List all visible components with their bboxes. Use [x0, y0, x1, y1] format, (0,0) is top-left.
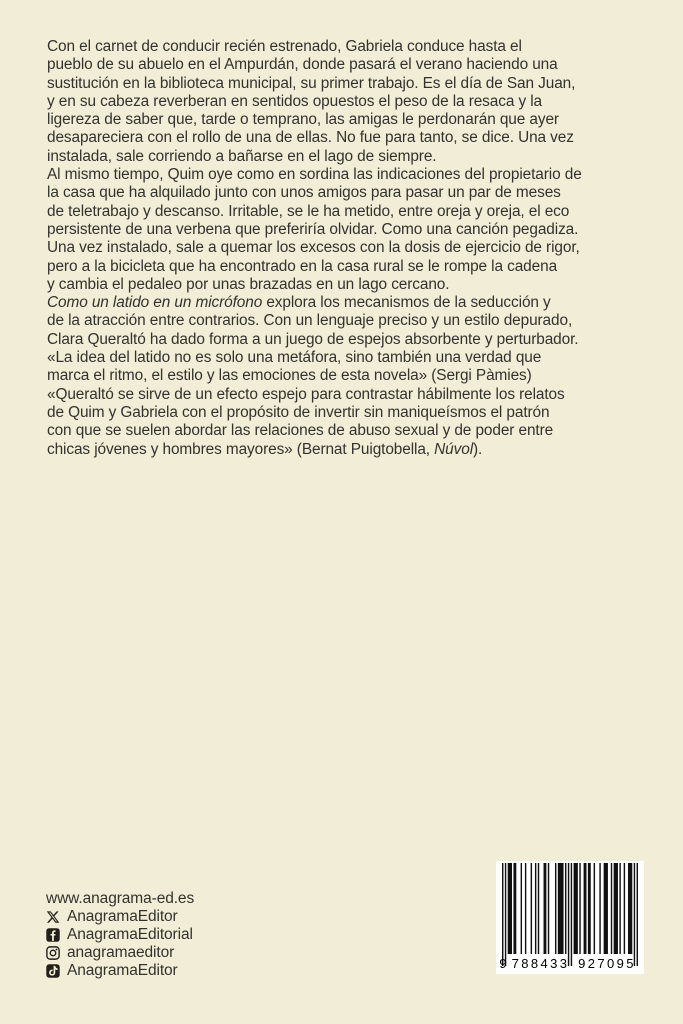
text-line: de Quim y Gabriela con el propósito de invertir sin maniqueísmos el patrón — [47, 403, 550, 421]
text-line: Clara Queraltó ha dado forma a un juego de espejos absorbente y perturbador. — [47, 330, 579, 348]
text-line: chicas jóvenes y hombres mayores» (Bernat Puigtobella, Núvol). — [47, 440, 483, 458]
social-handle: AnagramaEditor — [67, 962, 178, 979]
text-line: la casa que ha alquilado junto con unos amigos para pasar un par de meses — [47, 184, 561, 202]
text-line: persistente de una verbena que preferiría olvidar. Como una canción pegadiza. — [47, 220, 579, 238]
text-line: y en su cabeza reverberan en sentidos opuestos el peso de la resaca y la — [47, 92, 543, 110]
text-line: con que se suelen abordar las relaciones de abuso sexual y de poder entre — [47, 422, 554, 440]
instagram-icon — [46, 946, 60, 960]
text-line: «La idea del latido no es solo una metáfora, sino también una verdad que — [47, 349, 542, 367]
text-line: pueblo de su abuelo en el Ampurdán, donde pasará el verano haciendo una — [47, 56, 558, 74]
social-row-x — [46, 908, 194, 926]
text-line: de la atracción entre contrarios. Con un lenguaje preciso y un estilo depurado, — [47, 312, 573, 330]
text-line: de teletrabajo y descanso. Irritable, se le ha metido, entre oreja y oreja, el eco — [47, 202, 570, 220]
social-row-tiktok — [46, 962, 194, 980]
facebook-icon — [46, 928, 60, 942]
website-url: www.anagrama-ed.es — [46, 890, 195, 907]
publisher-links — [46, 890, 194, 980]
text-line: Con el carnet de conducir recién estrenado, Gabriela conduce hasta el — [47, 38, 522, 55]
isbn-barcode — [496, 861, 644, 974]
paragraph — [47, 386, 582, 459]
text-line: ligereza de saber que, tarde o temprano, las amigas le perdonarán que ayer — [47, 111, 559, 129]
text-line: pero a la bicicleta que ha encontrado en la casa rural se le rompe la cadena — [47, 257, 558, 275]
barcode-bars — [502, 863, 638, 966]
x-icon — [46, 910, 60, 924]
paragraph — [47, 294, 582, 349]
social-handle: AnagramaEditor — [67, 908, 178, 925]
text-line: marca el ritmo, el estilo y las emociones de esta novela» (Sergi Pàmies) — [47, 367, 532, 385]
text-line: Una vez instalado, sale a quemar los excesos con la dosis de ejercicio de rigor, — [47, 239, 580, 257]
barcode-digits-left: 788433 — [511, 956, 570, 971]
paragraph — [47, 349, 582, 386]
text-line: Como un latido en un micrófono explora los mecanismos de la seducción y — [47, 294, 551, 312]
paragraph — [47, 38, 582, 166]
barcode-digits-right: 927095 — [578, 956, 636, 971]
social-handle: AnagramaEditorial — [67, 926, 193, 943]
text-line: sustitución en la biblioteca municipal, su primer trabajo. Es el día de San Juan, — [47, 74, 576, 92]
back-cover-text — [47, 38, 582, 459]
text-line: y cambia el pedaleo por unas brazadas en un lago cercano. — [47, 275, 450, 293]
social-handle: anagramaeditor — [67, 944, 175, 961]
text-line: Al mismo tiempo, Quim oye como en sordina las indicaciones del propietario de — [47, 166, 582, 184]
barcode-digit-prefix: 9 — [499, 956, 507, 971]
social-row-facebook — [46, 926, 194, 944]
text-line: instalada, sale corriendo a bañarse en el lago de siempre. — [47, 147, 437, 165]
tiktok-icon — [46, 964, 60, 978]
text-line: «Queraltó se sirve de un efecto espejo para contrastar hábilmente los relatos — [47, 385, 565, 403]
text-line: desapareciera con el rollo de una de ellas. No fue para tanto, se dice. Una vez — [47, 129, 574, 147]
paragraph — [47, 166, 582, 294]
social-row-instagram — [46, 944, 194, 962]
